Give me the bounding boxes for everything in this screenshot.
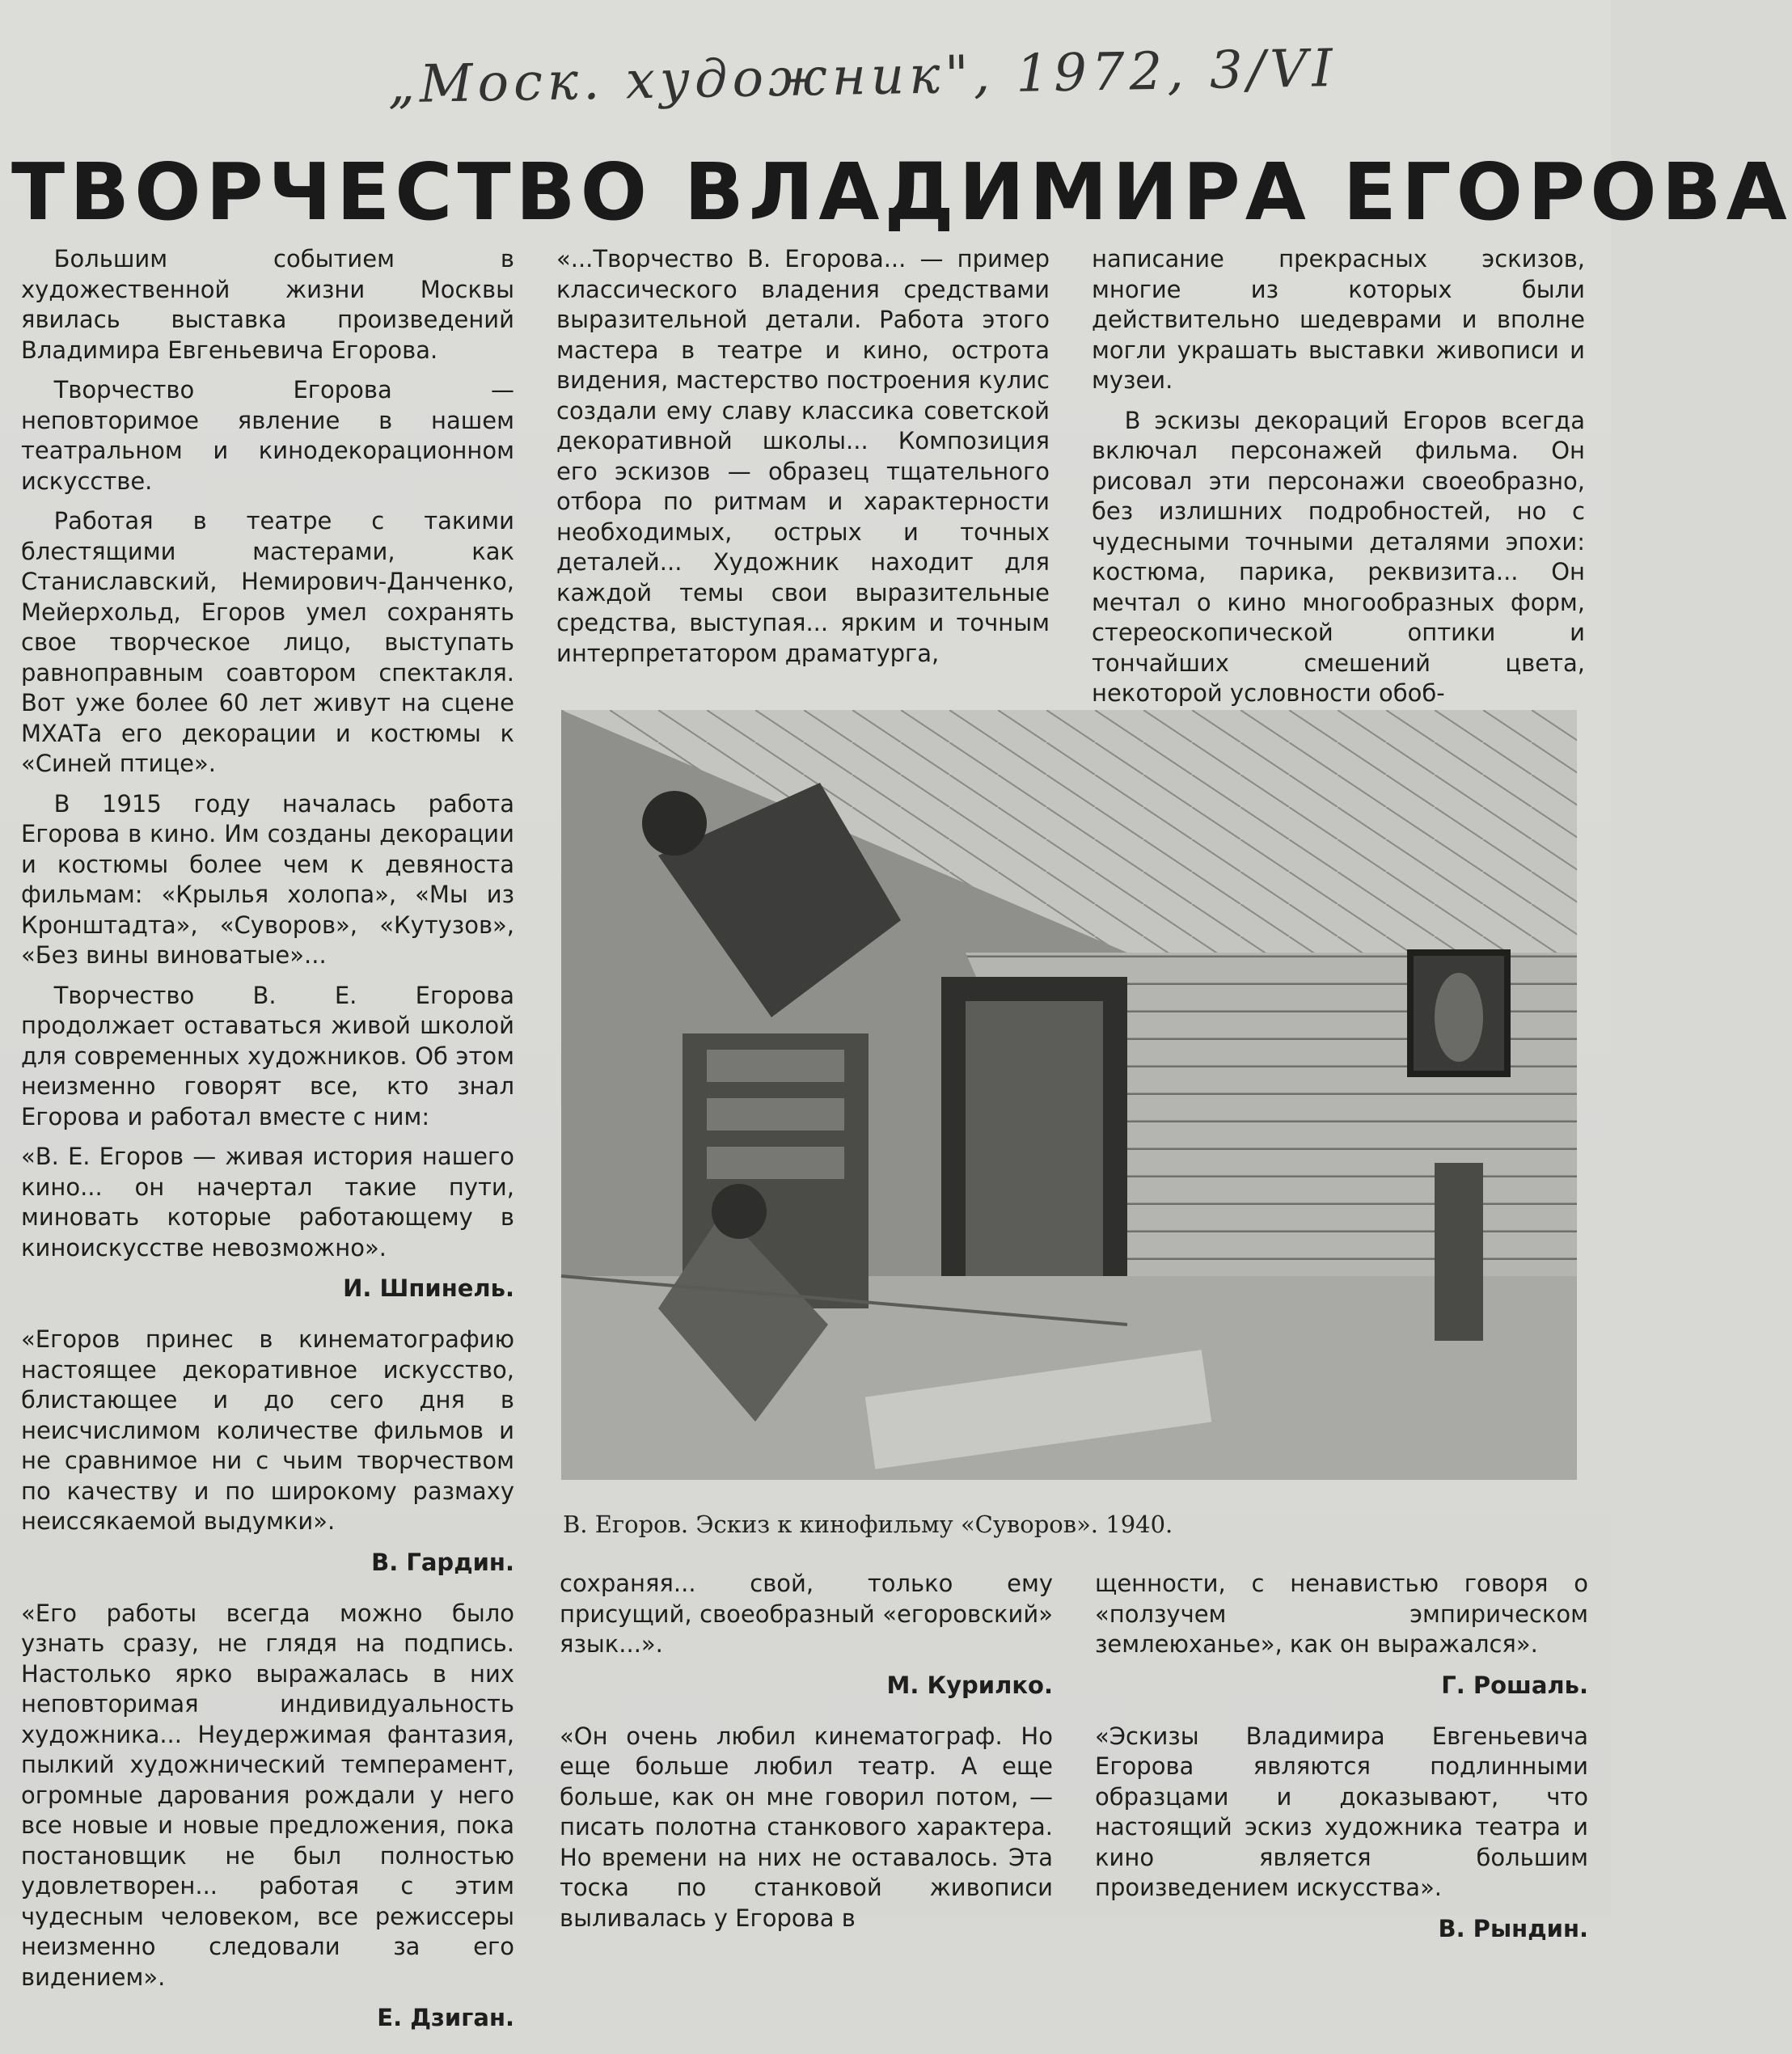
paragraph: Творчество В. Е. Егорова продолжает оставаться живой школой для современных художников. Об этом неизменно говорят все, кто знал Егорова и работал вместе с ним:: [21, 981, 514, 1131]
handwritten-source-note: „Моск. художник", 1972, 3/VI: [387, 38, 1338, 116]
quote-signature: В. Гардин.: [371, 1548, 514, 1576]
paragraph: В 1915 году началась работа Егорова в кино. Им созданы декорации и костюмы более чем к девяноста фильмам: «Крылья холопа», «Мы из Кронштадта», «Суворов», «Кутузов», «Без вины виноватые»...: [21, 789, 514, 969]
quote-continuation: щенности, с ненавистью говоря о «ползучем эмпирическом землеюханье», как он выражался».: [1095, 1570, 1588, 1658]
quote: «Эскизы Владимира Евгеньевича Егорова являются подлинными образцами и доказывают, что настоящий эскиз художника театра и кино является большим произведением искусства».: [1095, 1722, 1588, 1901]
article-column-3: [1092, 244, 1585, 719]
quote-signature: Г. Рошаль.: [1441, 1671, 1588, 1699]
quote: «В. Е. Егоров — живая история нашего кино... он начертал такие пути, миновать которые работающему в киноискусстве невозможно».: [21, 1143, 514, 1262]
paragraph: Большим событием в художественной жизни Москвы явилась выставка произведений Владимира Евгеньевича Егорова.: [21, 245, 514, 364]
illustration-sketch: [561, 710, 1577, 1480]
article-headline: ТВОРЧЕСТВО ВЛАДИМИРА ЕГОРОВА: [11, 146, 1792, 238]
quote-continuation: сохраняя... свой, только ему присущий, своеобразный «егоровский» язык...».: [560, 1570, 1053, 1658]
article-column-3-continued: [1095, 1569, 1588, 1965]
article-column-1: [21, 244, 514, 2054]
quote: «...Творчество В. Егорова... — пример классического владения средствами выразительной детали. Работа этого мастера в театре и кино, острота видения, мастерство построения кулис создали ему славу классика советской декоративной школы... Композиция его эскизов — образец тщательного отбора по ритмам и характерности необходимых, острых и точных деталей... Художник находит для каждой темы свои выразительные средства, выступая... ярким и точным интерпретатором драматурга,: [556, 245, 1050, 667]
paragraph: Творчество Егорова — неповторимое явление в нашем театральном и кинодекорационном искусстве.: [21, 376, 514, 495]
paragraph: написание прекрасных эскизов, многие из которых были действительно шедеврами и вполне могли украшать выставки живописи и музеи.: [1092, 245, 1585, 394]
quote-signature: Е. Дзиган.: [377, 2004, 514, 2031]
illustration-caption: В. Егоров. Эскиз к кинофильму «Суворов». 1940.: [563, 1511, 1173, 1538]
quote-signature: И. Шпинель.: [343, 1274, 514, 1302]
quote: «Его работы всегда можно было узнать сразу, не глядя на подпись. Настолько ярко выражалась в них неповторимая индивидуальность художника... Неудержимая фантазия, пылкий художнический темперамент, огромные дарования рождали у него все новые и новые предложения, пока постановщик не был полностью удовлетворен... работая с этим чудесным человеком, все режиссеры неизменно следовали за его видением».: [21, 1599, 514, 1991]
quote: «Он очень любил кинематограф. Но еще больше любил театр. А еще больше, как он мне говорил потом, — писать полотна станкового характера. Но времени на них не оставалось. Эта тоска по станковой живописи выливалась у Егорова в: [560, 1722, 1053, 1932]
quote-signature: В. Рындин.: [1438, 1914, 1588, 1942]
article-column-2-continued: [560, 1569, 1053, 1943]
quote: «Егоров принес в кинематографию настоящее декоративное искусство, блистающее и до сего дня в неисчислимом количестве фильмов и не сравнимое ни с чьим творчеством по качеству и по широкому размаху неиссякаемой выдумки».: [21, 1325, 514, 1535]
paragraph: Работая в театре с такими блестящими мастерами, как Станиславский, Немирович-Данченко, Мейерхольд, Егоров умел сохранять свое творческое лицо, выступать равноправным соавтором спектакля. Вот уже более 60 лет живут на сцене МХАТа его декорации и костюмы к «Синей птице».: [21, 507, 514, 777]
paragraph: В эскизы декораций Егоров всегда включал персонажей фильма. Он рисовал эти персонажи своеобразно, без излишних подробностей, но с чудесными точными деталями эпохи: костюма, парика, реквизита... Он мечтал о кино многообразных форм, стереоскопической оптики и тончайших смешений цвета, некоторой условности обоб-: [1092, 406, 1585, 707]
room-sketch-image: [561, 710, 1577, 1480]
article-column-2: [556, 244, 1050, 678]
quote-signature: М. Курилко.: [886, 1671, 1053, 1699]
